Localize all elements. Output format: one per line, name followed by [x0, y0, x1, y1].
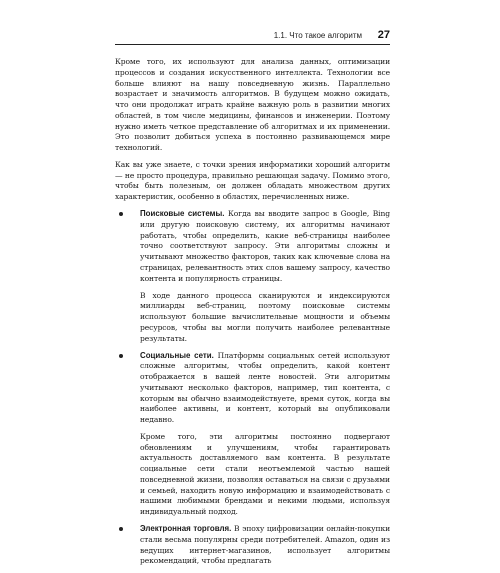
- bullet-term: Поисковые системы.: [140, 209, 225, 219]
- application-list: [115, 209, 390, 567]
- bullet-description: В эпоху цифровизации онлайн-покупки стали весьма популярны среди потребителей. Amazon, один из ведущих интернет-магазинов, использует алгоритмы рекомендаций, чтобы предлагать: [140, 524, 391, 566]
- paragraph-intro: Кроме того, их используют для анализа данных, оптимизации процессов и создания искусственного интеллекта. Технологии все больше влияют на нашу повседневную жизнь. Параллельно возрастает и значимость алгоритмов. В будущем можно ожидать, что они продолжат играть крайне важную роль в развитии многих областей, в том числе медицины, финансов и инженерии. Поэтому нужно иметь четкое представление об алгоритмах и их применении. Это позволит добиться успеха в постоянно развивающемся мире технологий.: [115, 57, 390, 152]
- bullet-dot: [119, 212, 123, 216]
- paragraph-good-algorithm: Как вы уже знаете, с точки зрения информатики хороший алгоритм — не просто процедура, правильно решающая задачу. Помимо этого, чтобы быть полезным, он должен обладать множеством других характеристик, особенно в областях, перечисленных ниже.: [115, 159, 390, 202]
- page-number: 27: [377, 29, 390, 41]
- list-item-social: [115, 351, 390, 518]
- section-title: 1.1. Что такое алгоритм: [273, 31, 362, 40]
- bullet-description: Когда вы вводите запрос в Google, Bing или другую поисковую систему, их алгоритмы начинают работать, чтобы определить, какие веб-страницы наиболее точно соответствуют запросу. Эти алгоритмы сложны и учитывают множество факторов, таких как ключевые слова на страницах, релевантность этих слов вашему запросу, качество контента и популярность страницы.: [140, 209, 390, 283]
- bullet-text: [140, 351, 390, 426]
- list-item-ecommerce: [115, 524, 390, 567]
- header-rule: [115, 44, 390, 45]
- bullet-term: Социальные сети.: [140, 350, 214, 360]
- bullet-dot: [119, 354, 123, 358]
- bullet-dot: [119, 527, 123, 531]
- bullet-text: [140, 209, 390, 284]
- bullet-text: [140, 524, 390, 567]
- bullet-followup: В ходе данного процесса сканируются и индексируются миллиарды веб-страниц, поэтому поисковые системы используют большие вычислительные мощности и объемы ресурсов, чтобы вы могли получить наиболее релевантные результаты.: [140, 290, 390, 343]
- bullet-term: Электронная торговля.: [140, 524, 232, 534]
- page-body: [115, 57, 390, 573]
- list-item-search: [115, 209, 390, 344]
- bullet-followup: Кроме того, эти алгоритмы постоянно подвергают обновлениям и улучшениям, чтобы гарантировать актуальность доставляемого вам контента. В результате социальные сети стали неотъемлемой частью нашей повседневной жизни, позволяя оставаться на связи с друзьями и семьей, находить новую информацию и взаимодействовать с нашими любимыми брендами и некими людьми, используя индивидуальный подход.: [140, 431, 390, 517]
- running-header: [115, 31, 390, 45]
- bullet-description: Платформы социальных сетей используют сложные алгоритмы, чтобы определить, какой контент отображается в вашей ленте новостей. Эти алгоритмы учитывают несколько факторов, например, тип контента, с которым вы обычно взаимодействуете, время суток, когда вы наиболее активны, и контент, который вы опубликовали недавно.: [140, 350, 390, 424]
